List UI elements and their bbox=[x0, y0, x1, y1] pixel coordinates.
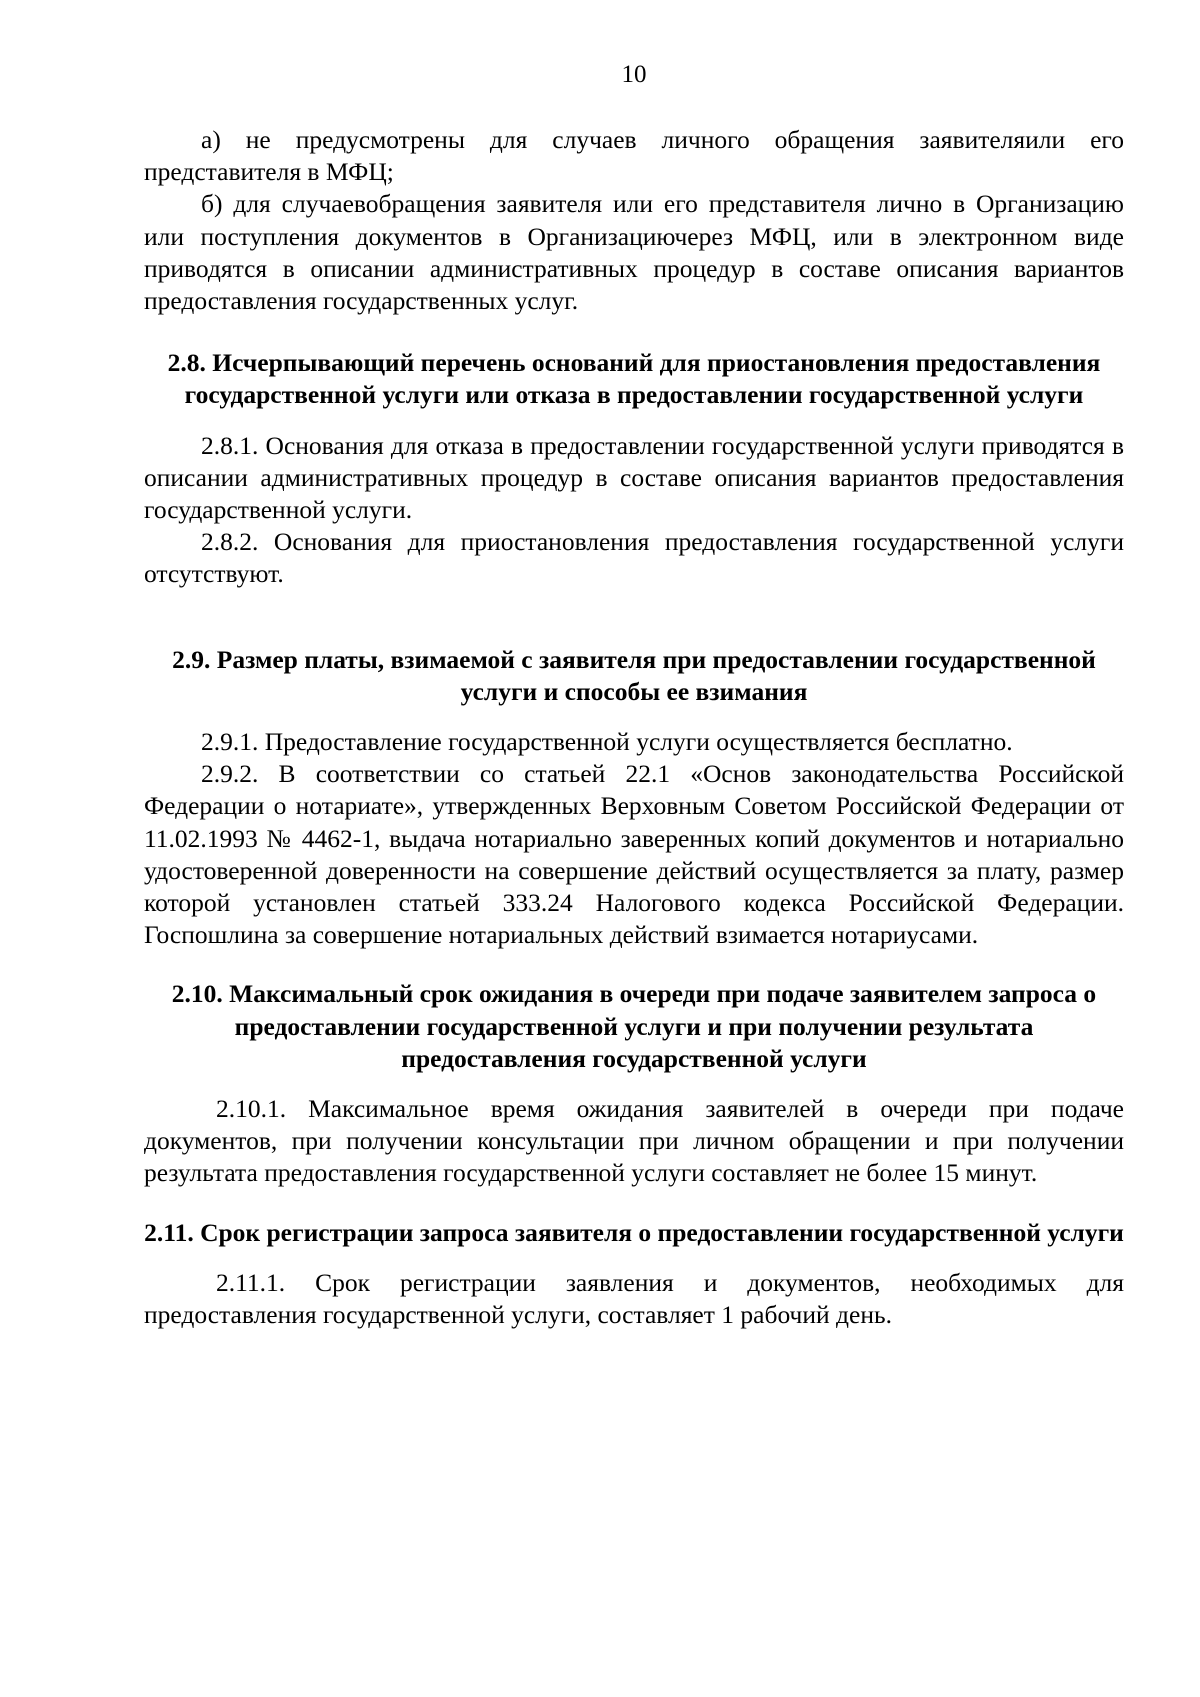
paragraph-2-8-2: 2.8.2. Основания для приостановления предоставления государственной услуги отсутствуют. bbox=[144, 527, 1124, 589]
paragraph-2-8-1: 2.8.1. Основания для отказа в предоставлении государственной услуги приводятся в описании административных процедур в составе описания вариантов предоставления государственной услуги. bbox=[144, 430, 1124, 525]
intro-paragraph-b: б) для случаевобращения заявителя или его представителя лично в Организацию или поступления документов в Организациючерез МФЦ, или в электронном виде приводятся в описании административных процедур в составе описания вариантов предоставления государственных услуг. bbox=[144, 189, 1124, 316]
paragraph-2-10-1: 2.10.1. Максимальное время ожидания заявителей в очереди при подаче документов, при получении консультации при личном обращении и при получении результата предоставления государственной услуги составляет не более 15 минут. bbox=[144, 1094, 1124, 1188]
section-heading-2-9: 2.9. Размер платы, взимаемой с заявителя при предоставлении государственной услуги и способы ее взимания bbox=[172, 644, 1096, 706]
document-page bbox=[144, 60, 1124, 1331]
section-heading-2-10: 2.10. Максимальный срок ожидания в очереди при подаче заявителем запроса о предоставлении государственной услуги и при получении результата предоставления государственной услуги bbox=[171, 979, 1097, 1073]
paragraph-2-9-1: 2.9.1. Предоставление государственной услуги осуществляется бесплатно. bbox=[201, 727, 1013, 757]
paragraph-2-9-2: 2.9.2. В соответствии со статьей 22.1 «Основ законодательства Российской Федерации о нотариате», утвержденных Верховным Советом Российской Федерации от 11.02.1993 № 4462-1, выдача нотариально заверенных копий документов и нотариально удостоверенной доверенности на совершение действий осуществляется за плату, размер которой установлен статьей 333.24 Налогового кодекса Российской Федерации. Госпошлина за совершение нотариальных действий взимается нотариусами. bbox=[144, 759, 1124, 950]
page-number: 10 bbox=[621, 61, 647, 88]
intro-paragraph-a: а) не предусмотрены для случаев личного обращения заявителяили его представителя в МФЦ; bbox=[144, 125, 1124, 187]
section-heading-2-11: 2.11. Срок регистрации запроса заявителя о предоставлении государственной услуги bbox=[144, 1217, 1124, 1247]
paragraph-2-11-1: 2.11.1. Срок регистрации заявления и документов, необходимых для предоставления государственной услуги, составляет 1 рабочий день. bbox=[144, 1267, 1124, 1330]
section-heading-2-8: 2.8. Исчерпывающий перечень оснований для приостановления предоставления государственной услуги или отказа в предоставлении государственной услуги bbox=[167, 348, 1101, 410]
